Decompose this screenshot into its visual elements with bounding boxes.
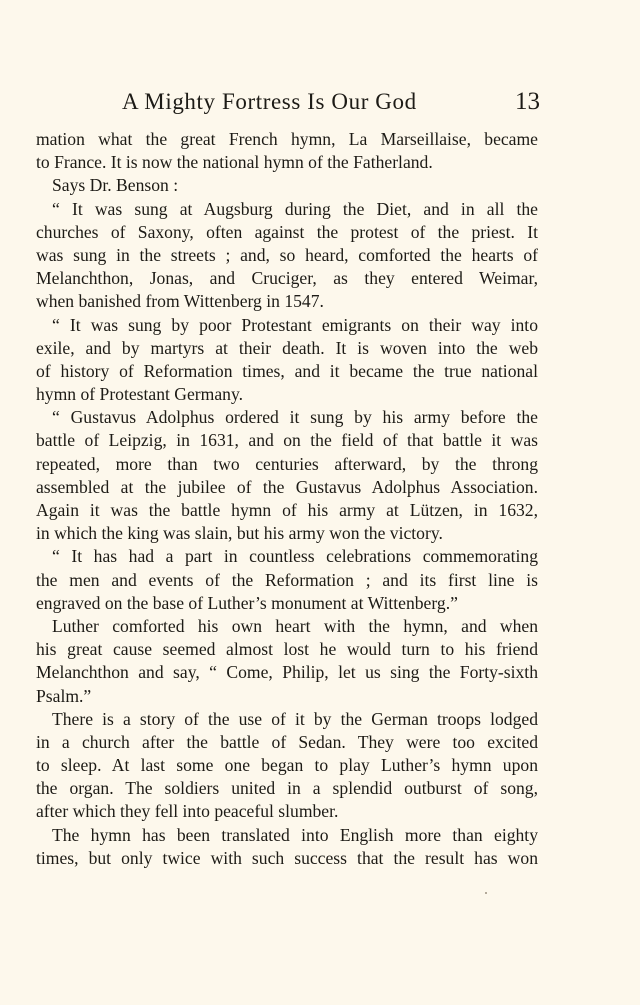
text-line: “ Gustavus Adolphus ordered it sung by his army before the [52,407,538,428]
text-line: after which they fell into peaceful slumber. [36,801,339,822]
text-line: the men and events of the Reformation ; and its first line is [36,569,538,590]
text-line: “ It has had a part in countless celebrations commemorating [52,546,538,567]
text-line: his great cause seemed almost lost he would turn to his friend [36,639,538,660]
chapter-title: A Mighty Fortress Is Our God [122,89,417,114]
text-line: Says Dr. Benson : [52,175,179,196]
text-line: hymn of Protestant Germany. [36,384,244,405]
text-line: engraved on the base of Luther’s monument at Wittenberg.” [36,592,458,613]
page-number: 13 [515,88,540,115]
text-line: “ It was sung by poor Protestant emigrants on their way into [52,314,538,335]
text-line: Melanchthon, Jonas, and Cruciger, as they entered Weimar, [36,268,538,289]
text-line: of history of Reformation times, and it became the true national [36,360,538,381]
text-line: Psalm.” [36,685,92,706]
text-line: There is a story of the use of it by the German troops lodged [52,708,538,729]
text-line: mation what the great French hymn, La Marseillaise, became [36,129,538,149]
text-line: the organ. The soldiers united in a splendid outburst of song, [36,778,538,799]
text-line: Again it was the battle hymn of his army at Lützen, in 1632, [36,500,538,520]
text-line: exile, and by martyrs at their death. It is woven into the web [36,337,538,358]
text-line: in a church after the battle of Sedan. They were too excited [36,731,538,752]
text-line: when banished from Wittenberg in 1547. [36,291,324,312]
text-line: The hymn has been translated into English more than eighty [52,824,538,845]
text-line: times, but only twice with such success that the result has won [36,847,538,868]
body-text [36,128,538,870]
text-line: “ It was sung at Augsburg during the Diet, and in all the [52,198,538,219]
text-line: assembled at the jubilee of the Gustavus Adolphus Association. [36,476,538,497]
text-line: repeated, more than two centuries afterward, by the throng [36,453,538,474]
text-line: to sleep. At last some one began to play Luther’s hymn upon [36,755,538,776]
text-line: in which the king was slain, but his army won the victory. [36,523,443,544]
text-line: churches of Saxony, often against the protest of the priest. It [36,221,538,242]
text-line: to France. It is now the national hymn of the Fatherland. [36,152,433,173]
paper-speck [485,892,487,894]
text-line: Luther comforted his own heart with the hymn, and when [52,615,538,636]
text-line: battle of Leipzig, in 1631, and on the field of that battle it was [36,430,538,451]
running-head [36,86,540,122]
text-line: Melanchthon and say, “ Come, Philip, let us sing the Forty-sixth [36,662,538,683]
text-line: was sung in the streets ; and, so heard, comforted the hearts of [36,244,538,265]
